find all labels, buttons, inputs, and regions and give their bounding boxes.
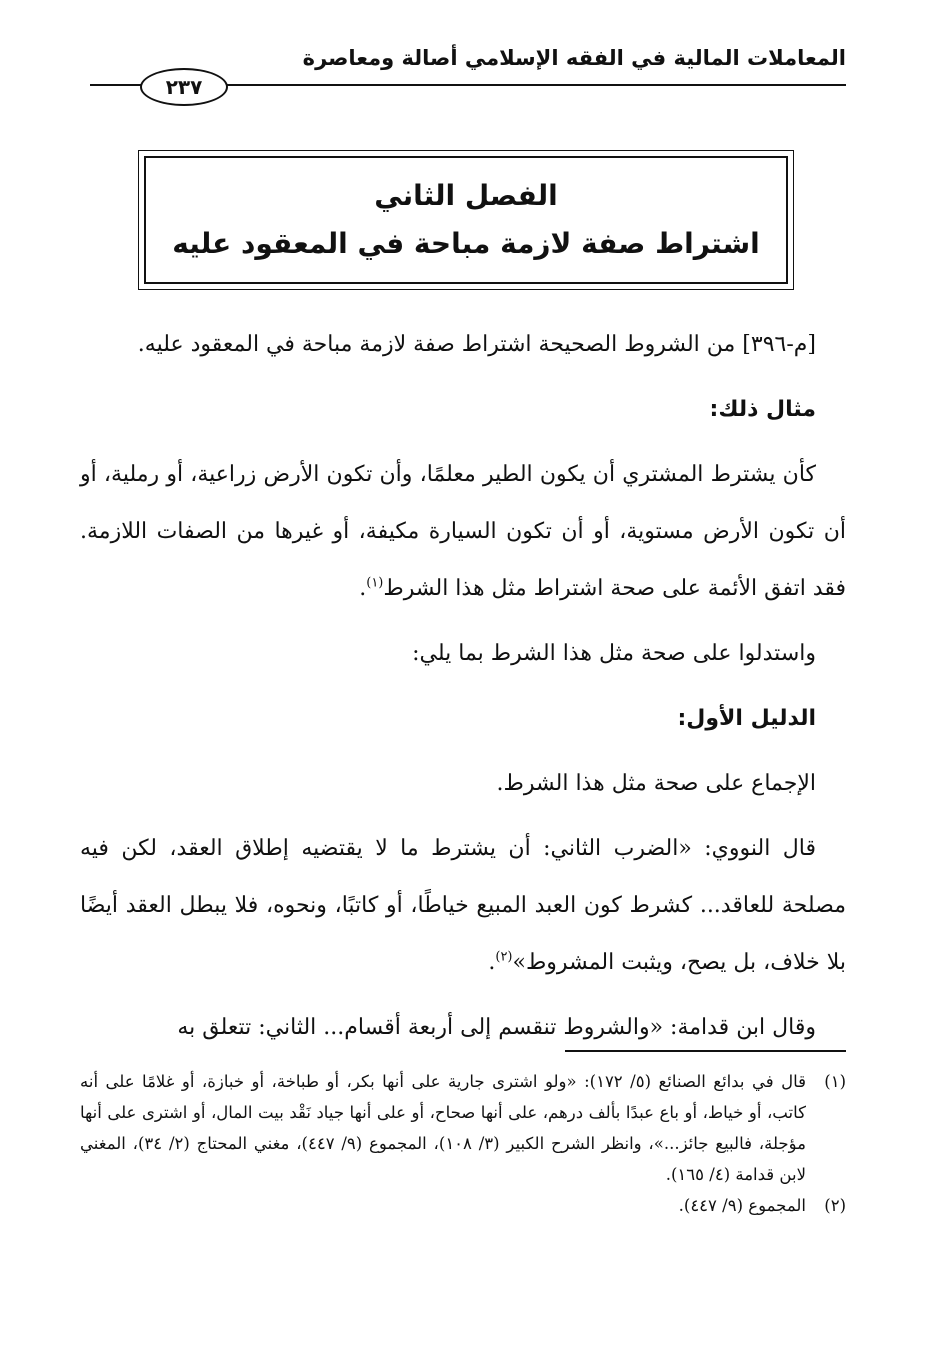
footnote-1-number: (١) (824, 1072, 846, 1091)
page-number: ٢٣٧ (140, 68, 228, 106)
chapter-subtitle: اشتراط صفة لازمة مباحة في المعقود عليه (172, 227, 760, 260)
footnote-ref-2: (٢) (495, 949, 513, 965)
footnote-separator (565, 1050, 846, 1052)
paragraph-evidence-intro: واستدلوا على صحة مثل هذا الشرط بما يلي: (412, 641, 816, 666)
paragraph-nawawi-quote (80, 820, 846, 991)
footnote-2-number: (٢) (824, 1196, 846, 1215)
paragraph-intro: [م-٣٩٦] من الشروط الصحيحة اشتراط صفة لازمة مباحة في المعقود عليه. (137, 332, 816, 357)
footnote-1 (80, 1066, 846, 1190)
footnote-2-text: المجموع (٩/ ٤٤٧). (678, 1196, 806, 1215)
paragraph-ibn-qudama: وقال ابن قدامة: «والشروط تنقسم إلى أربعة أقسام... الثاني: تتعلق به (177, 1015, 816, 1040)
evidence-heading: الدليل الأول: (677, 706, 816, 731)
body-text (80, 316, 846, 1056)
example-heading: مثال ذلك: (709, 397, 816, 422)
paragraph-nawawi-text: قال النووي: «الضرب الثاني: أن يشترط ما لا يقتضيه إطلاق العقد، لكن فيه مصلحة للعاقد... كشرط كون العبد المبيع خياطًا، أو كاتبًا، ونحوه، فلا يبطل العقد أيضًا بلا خلاف، بل يصح، ويثبت المشروط» (80, 836, 846, 975)
paragraph-example (80, 446, 846, 617)
paragraph-consensus: الإجماع على صحة مثل هذا الشرط. (496, 771, 816, 796)
footnote-2 (80, 1190, 846, 1221)
paragraph-example-text: كأن يشترط المشتري أن يكون الطير معلمًا، وأن تكون الأرض زراعية، أو رملية، أو أن تكون الأرض مستوية، أو أن تكون السيارة مكيفة، أو غيرها من الصفات اللازمة. فقد اتفق الأئمة على صحة اشتراط مثل هذا الشرط (80, 462, 846, 601)
footnotes (80, 1066, 846, 1221)
paragraph-example-end: . (359, 576, 367, 601)
chapter-title: الفصل الثاني (374, 179, 558, 212)
paragraph-nawawi-end: . (488, 950, 496, 975)
footnote-ref-1: (١) (366, 575, 384, 591)
chapter-title-inner (144, 156, 788, 284)
chapter-title-box (138, 150, 794, 290)
running-title: المعاملات المالية في الفقه الإسلامي أصالة ومعاصرة (302, 46, 846, 70)
footnote-1-text: قال في بدائع الصنائع (٥/ ١٧٢): «ولو اشترى جارية على أنها بكر، أو طباخة، أو خبازة، أو غلامًا على أنه كاتب، أو خياط، أو باع عبدًا بألف درهم، على أنها صحاح، أو على أنها جياد نَقْد بيت المال، أو اشترى على أنها مؤجلة، فالبيع جائز...»، وانظر الشرح الكبير (٣/ ١٠٨)، المجموع (٩/ ٤٤٧)، مغني المحتاج (٢/ ٣٤)، المغني لابن قدامة (٤/ ١٦٥). (80, 1072, 806, 1184)
